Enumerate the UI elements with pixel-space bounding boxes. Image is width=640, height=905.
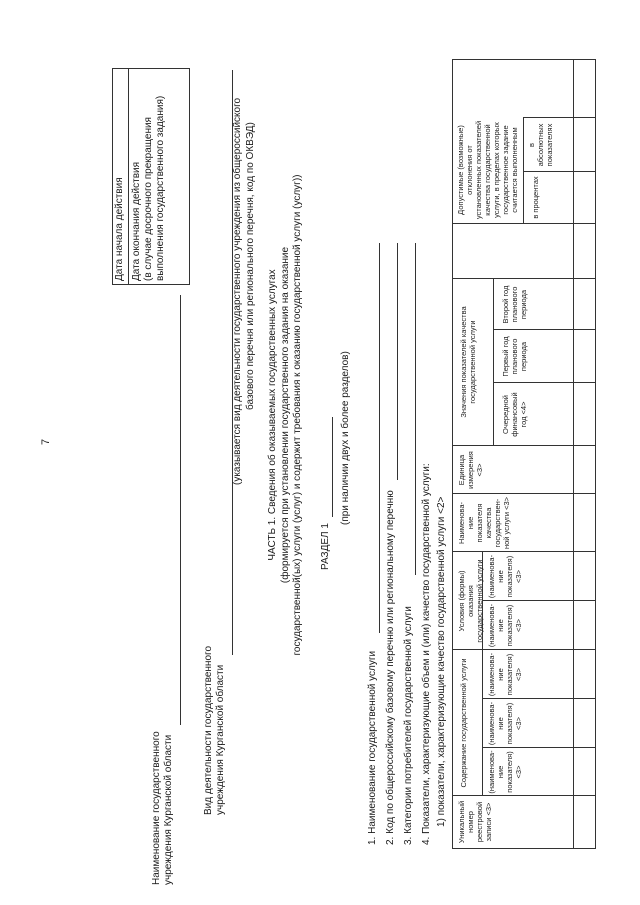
institution-name-label-2: учреждения Курганской области: [163, 734, 174, 885]
start-date-label: Дата начала действия: [114, 177, 125, 281]
item-service-name: 1. Наименование государственной услуги: [367, 650, 378, 845]
end-date-label: Дата окончания действия: [131, 161, 142, 281]
col-allowed-deviations: Допустимые (возможные) отклонения от установленных показателей качества государственной услуги, в пределах которых государственное задание считается выполненным: [456, 120, 519, 220]
col-quality-indicator-name: Наименова- ние показателя качества государствен- ной услуги <3>: [457, 496, 511, 550]
item-consumer-categories: 3. Категории потребителей государственной услуги: [403, 606, 414, 845]
col-unit: Единица измерения <3>: [457, 451, 484, 489]
year-second-planned: Второй год планового периода: [501, 285, 528, 324]
deviation-absolute: в абсолютных показателях: [527, 123, 554, 167]
item-quality-indicators: 1) показатели, характеризующие качество государственной услуги <2>: [436, 496, 447, 827]
section-line: [332, 417, 333, 517]
item-indicators: 4. Показатели, характеризующие объем и (или) качество государственной услуги:: [421, 463, 432, 845]
activity-type-label-2: учреждения Курганской области: [215, 664, 226, 815]
institution-name-label-1: Наименование государственного: [151, 731, 162, 885]
indicator-column-5: (наименова- ние показателя) <3>: [487, 554, 523, 599]
activity-note-2: базового перечня или регионального перечня, код по ОКВЭД): [245, 122, 256, 410]
start-date-row: [113, 69, 129, 284]
item-service-code: 2. Код по общероссийскому базовому перечню или региональному перечню: [385, 490, 396, 845]
item-service-name-line: [379, 243, 380, 633]
indicator-column-2: (наименова- ние показателя) <3>: [487, 701, 523, 746]
year-first-planned: Первый год планового периода: [501, 336, 528, 377]
section-note: (при наличии двух и более разделов): [340, 351, 351, 525]
activity-note-1: (указывается вид деятельности государственного учреждения из общероссийского: [232, 97, 243, 485]
deviation-percent: в процентах: [531, 176, 540, 219]
section-title: РАЗДЕЛ 1: [320, 523, 331, 570]
validity-dates-box: [112, 68, 190, 285]
part-note-2: государственной(ых) услуги (услуг) и содержит требования к оказанию государственной услуги (услуг)): [292, 174, 303, 656]
activity-type-label-1: Вид деятельности государственного: [203, 645, 214, 815]
end-date-note-1: (в случае досрочного прекращения: [143, 117, 154, 281]
page-number: 7: [40, 438, 52, 445]
col-quality-values: Значения показателей качества государственной услуги: [459, 306, 477, 418]
col-unique-number: Уникальный номер реестровой записи <3>: [457, 800, 493, 844]
part-title: ЧАСТЬ 1. Сведения об оказываемых государственных услугах: [267, 269, 278, 561]
col-service-conditions: Условия (формы) оказания государственной услуги: [457, 559, 484, 643]
quality-indicators-table: [452, 59, 596, 849]
col-service-content: Содержание государственной услуги: [459, 658, 468, 788]
end-date-note-2: выполнения государственного задания): [155, 95, 166, 281]
indicator-column-1: (наименова- ние показателя) <3>: [487, 750, 523, 794]
item-consumer-categories-line: [415, 243, 416, 575]
year-current: Очередной финансовый год <4>: [501, 392, 528, 437]
indicator-column-3: (наименова- ние показателя) <3>: [487, 652, 523, 697]
indicator-column-4: (наименова- ние показателя) <3>: [487, 603, 523, 648]
item-service-code-line: [397, 243, 398, 480]
part-note-1: (формируется при установлении государственного задания на оказание: [280, 246, 291, 584]
institution-name-line: [180, 295, 181, 725]
